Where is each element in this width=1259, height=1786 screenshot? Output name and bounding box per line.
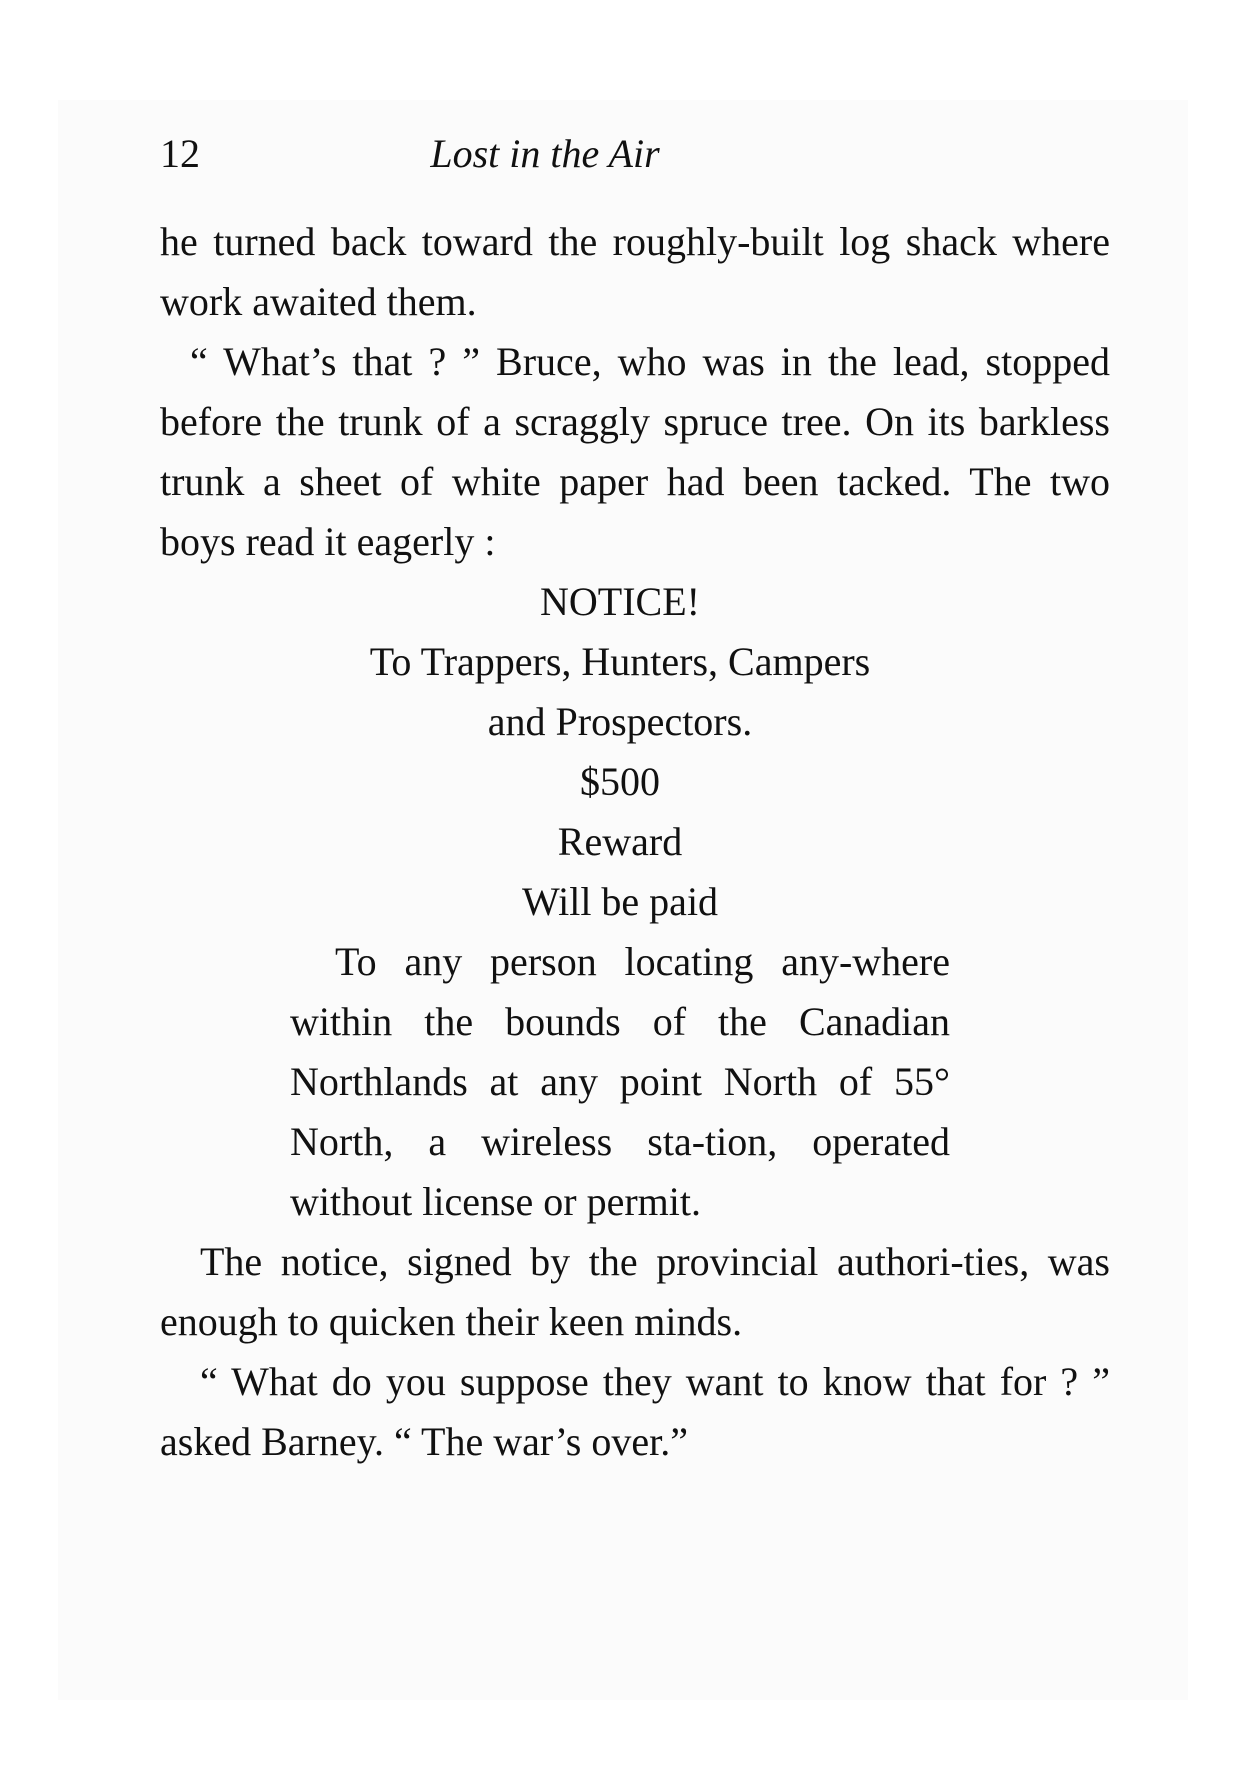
main-text	[160, 212, 1110, 1472]
notice-line-1: To Trappers, Hunters, Campers	[369, 639, 871, 684]
paragraph-2: “ What’s that ? ” Bruce, who was in the lead, stopped before the trunk of a scraggly spruce tree. On its barkless trunk a sheet of white paper had been tacked. The two boys read it eagerly :	[160, 339, 1110, 564]
paragraph-1: he turned back toward the roughly-built log shack where work awaited them.	[160, 219, 1110, 324]
notice-block	[290, 572, 950, 1232]
notice-line-2: and Prospectors.	[487, 699, 753, 744]
paragraph-3: The notice, signed by the provincial authori-ties, was enough to quicken their keen minds.	[160, 1239, 1110, 1344]
notice-body: To any person locating any-where within the bounds of the Canadian Northlands at any point North of 55° North, a wireless sta-tion, operated without license or permit.	[290, 939, 950, 1224]
notice-reward: Reward	[557, 819, 683, 864]
page-header	[160, 130, 1110, 190]
paragraph-4: “ What do you suppose they want to know that for ? ” asked Barney. “ The war’s over.”	[160, 1359, 1110, 1464]
notice-will-be-paid: Will be paid	[521, 879, 719, 924]
running-title: Lost in the Air	[430, 131, 660, 176]
notice-heading: NOTICE!	[540, 579, 700, 624]
notice-amount: $500	[580, 759, 660, 804]
page-number: 12	[160, 131, 200, 176]
